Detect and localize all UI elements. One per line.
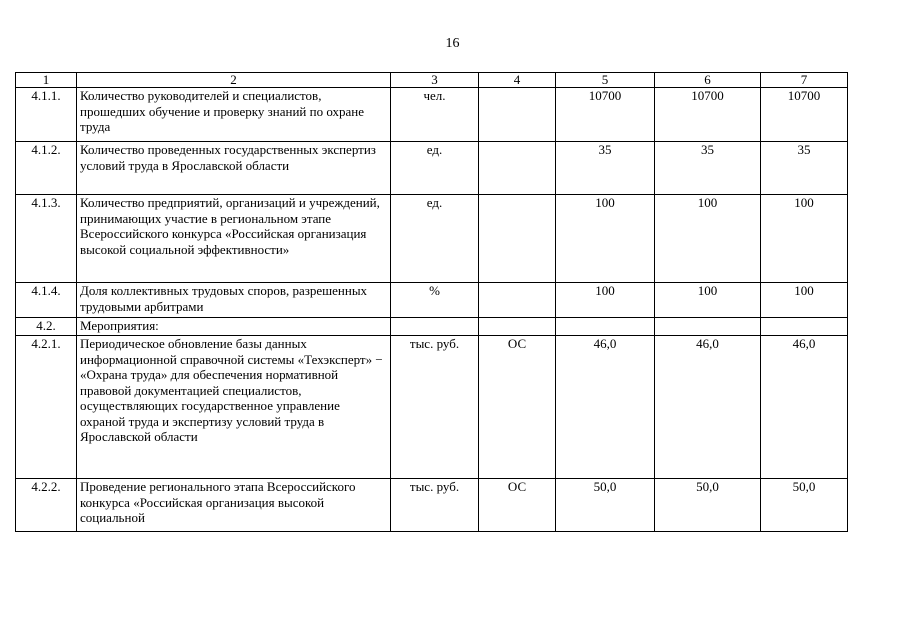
table-row xyxy=(16,195,848,283)
row-source: ОС xyxy=(479,336,556,479)
row-value-col5 xyxy=(556,318,655,336)
row-value-col6 xyxy=(655,318,761,336)
header-cell: 5 xyxy=(556,73,655,88)
row-value-col5: 35 xyxy=(556,142,655,195)
table-header-row xyxy=(16,73,848,88)
row-value-col6: 100 xyxy=(655,283,761,318)
header-cell: 7 xyxy=(761,73,848,88)
row-source xyxy=(479,318,556,336)
row-name: Периодическое обновление базы данных информационной справочной системы «Техэксперт» − «Охрана труда» для обеспечения нормативной правовой документацией специалистов, осуществляющих государственное управление охраной труда и экспертизу условий труда в Ярославской области xyxy=(77,336,391,479)
table-row xyxy=(16,283,848,318)
row-value-col7: 35 xyxy=(761,142,848,195)
table-row xyxy=(16,479,848,532)
row-source: ОС xyxy=(479,479,556,532)
row-unit: тыс. руб. xyxy=(391,479,479,532)
row-value-col5: 50,0 xyxy=(556,479,655,532)
row-name: Количество предприятий, организаций и учреждений, принимающих участие в региональном этапе Всероссийского конкурса «Российская организация высокой социальной эффективности» xyxy=(77,195,391,283)
header-cell: 4 xyxy=(479,73,556,88)
row-value-col5: 100 xyxy=(556,283,655,318)
table-row xyxy=(16,88,848,142)
row-unit xyxy=(391,318,479,336)
row-value-col6: 50,0 xyxy=(655,479,761,532)
row-unit: чел. xyxy=(391,88,479,142)
row-value-col7: 50,0 xyxy=(761,479,848,532)
program-indicators-table xyxy=(15,72,848,532)
row-number: 4.1.4. xyxy=(16,283,77,318)
table-row xyxy=(16,318,848,336)
row-value-col7 xyxy=(761,318,848,336)
row-unit: ед. xyxy=(391,195,479,283)
row-value-col7: 100 xyxy=(761,195,848,283)
row-number: 4.1.1. xyxy=(16,88,77,142)
row-value-col7: 46,0 xyxy=(761,336,848,479)
row-source xyxy=(479,195,556,283)
row-source xyxy=(479,88,556,142)
row-number: 4.1.2. xyxy=(16,142,77,195)
row-name: Количество руководителей и специалистов, прошедших обучение и проверку знаний по охране труда xyxy=(77,88,391,142)
row-name: Доля коллективных трудовых споров, разрешенных трудовыми арбитрами xyxy=(77,283,391,318)
table-row xyxy=(16,142,848,195)
row-number: 4.2.2. xyxy=(16,479,77,532)
table-row xyxy=(16,336,848,479)
row-value-col5: 10700 xyxy=(556,88,655,142)
row-unit: тыс. руб. xyxy=(391,336,479,479)
row-name: Количество проведенных государственных экспертиз условий труда в Ярославской области xyxy=(77,142,391,195)
row-number: 4.2. xyxy=(16,318,77,336)
row-value-col6: 35 xyxy=(655,142,761,195)
row-number: 4.1.3. xyxy=(16,195,77,283)
row-value-col7: 10700 xyxy=(761,88,848,142)
row-value-col5: 46,0 xyxy=(556,336,655,479)
row-unit: ед. xyxy=(391,142,479,195)
row-unit: % xyxy=(391,283,479,318)
row-value-col5: 100 xyxy=(556,195,655,283)
row-source xyxy=(479,283,556,318)
header-cell: 1 xyxy=(16,73,77,88)
header-cell: 6 xyxy=(655,73,761,88)
row-value-col7: 100 xyxy=(761,283,848,318)
page-number: 16 xyxy=(445,36,460,51)
header-cell: 2 xyxy=(77,73,391,88)
row-value-col6: 100 xyxy=(655,195,761,283)
row-value-col6: 10700 xyxy=(655,88,761,142)
row-source xyxy=(479,142,556,195)
header-cell: 3 xyxy=(391,73,479,88)
row-value-col6: 46,0 xyxy=(655,336,761,479)
row-name: Мероприятия: xyxy=(77,318,391,336)
row-number: 4.2.1. xyxy=(16,336,77,479)
row-name: Проведение регионального этапа Всероссийского конкурса «Российская организация высокой социальной xyxy=(77,479,391,532)
